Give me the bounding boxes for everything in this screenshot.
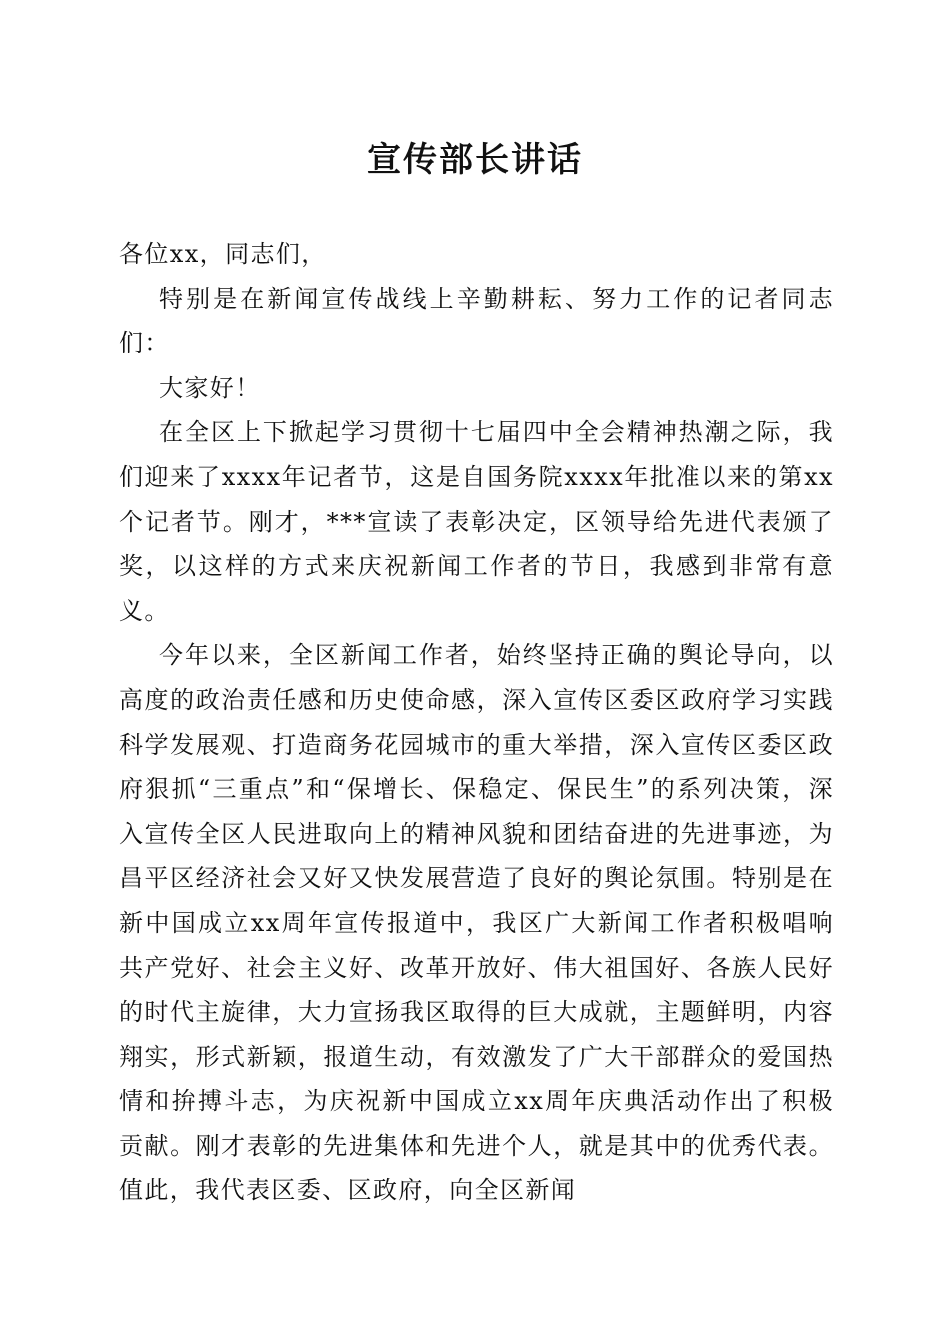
paragraph-intro: 在全区上下掀起学习贯彻十七届四中全会精神热潮之际，我们迎来了xxxx年记者节，这是自国务院xxxx年批准以来的第xx个记者节。刚才，***宣读了表彰决定，区领导给先进代表颁了奖，以这样的方式来庆祝新闻工作者的节日，我感到非常有意义。 bbox=[119, 418, 834, 625]
salutation: 各位xx，同志们， bbox=[119, 240, 327, 268]
paragraph-achievements: 今年以来，全区新闻工作者，始终坚持正确的舆论导向，以高度的政治责任感和历史使命感，深入宣传区委区政府学习实践科学发展观、打造商务花园城市的重大举措，深入宣传区委区政府狠抓“三重点”和“保增长、保稳定、保民生”的系列决策，深入宣传全区人民进取向上的精神风貌和团结奋进的先进事迹，为昌平区经济社会又好又快发展营造了良好的舆论氛围。特别是在新中国成立xx周年宣传报道中，我区广大新闻工作者积极唱响共产党好、社会主义好、改革开放好、伟大祖国好、各族人民好的时代主旋律，大力宣扬我区取得的巨大成就，主题鲜明，内容翔实，形式新颖，报道生动，有效激发了广大干部群众的爱国热情和拚搏斗志，为庆祝新中国成立xx周年庆典活动作出了积极贡献。刚才表彰的先进集体和先进个人，就是其中的优秀代表。值此，我代表区委、区政府，向全区新闻 bbox=[119, 641, 834, 1205]
greeting-line: 特别是在新闻宣传战线上辛勤耕耘、努力工作的记者同志们： bbox=[119, 284, 834, 358]
page-title: 宣传部长讲话 bbox=[367, 140, 583, 180]
greeting-hello: 大家好！ bbox=[159, 373, 261, 402]
speech-body bbox=[119, 232, 834, 1213]
